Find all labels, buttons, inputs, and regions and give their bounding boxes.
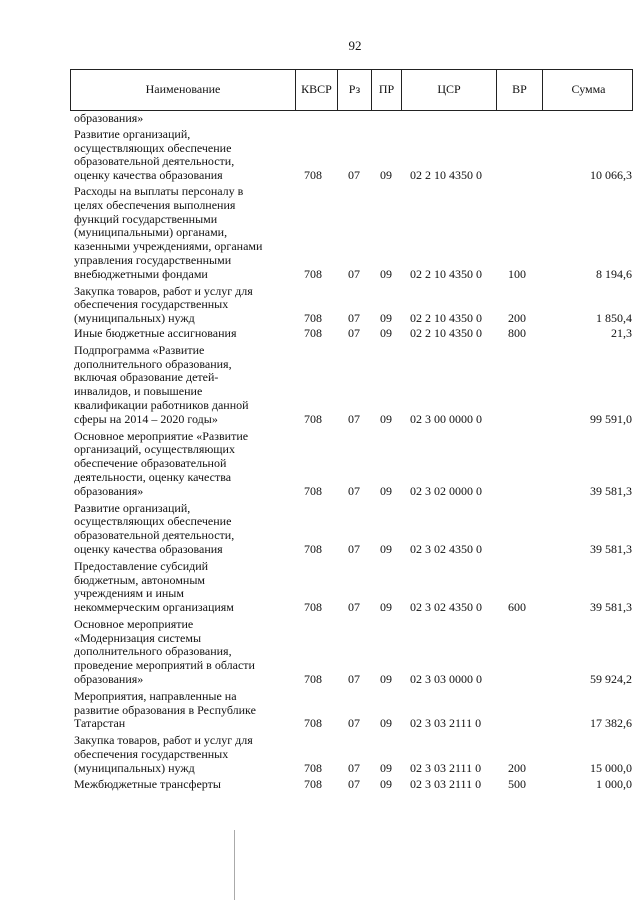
row-rz: 07 — [348, 311, 360, 326]
row-sum: 1 000,0 — [596, 776, 632, 791]
row-pr: 09 — [380, 672, 392, 687]
row-pr: 09 — [380, 716, 392, 731]
row-name-line: Иные бюджетные ассигнования — [74, 325, 237, 340]
row-codes — [74, 327, 634, 341]
row-rz: 07 — [348, 776, 360, 791]
row-rz: 07 — [348, 716, 360, 731]
row-csr: 02 2 10 4350 0 — [410, 168, 482, 183]
row-sum: 39 581,3 — [590, 483, 632, 498]
row-rz: 07 — [348, 760, 360, 775]
row-name-line: проведение мероприятий в области — [74, 658, 255, 673]
table-header — [70, 69, 633, 111]
row-name-line: Расходы на выплаты персоналу в — [74, 183, 244, 198]
header-csr: ЦСР — [437, 81, 461, 96]
table-row — [74, 344, 634, 427]
row-codes — [74, 777, 634, 791]
header-pr-cell — [372, 70, 402, 110]
row-kvsr: 708 — [304, 760, 322, 775]
row-sum: 39 581,3 — [590, 600, 632, 615]
row-codes — [74, 112, 634, 126]
row-pr: 09 — [380, 411, 392, 426]
row-pr: 09 — [380, 776, 392, 791]
row-name-line: бюджетным, автономным — [74, 572, 205, 587]
pencil-mark — [234, 830, 235, 900]
header-csr-cell — [402, 70, 497, 110]
row-name-line: инвалидов, и повышение — [74, 384, 203, 399]
row-name-line: (муниципальных) нужд — [74, 760, 195, 775]
row-name-line: Основное мероприятие — [74, 616, 194, 631]
row-kvsr: 708 — [304, 600, 322, 615]
row-name-line: некоммерческим организациям — [74, 600, 234, 615]
row-name-line: Основное мероприятие «Развитие — [74, 428, 249, 443]
row-name-line: Межбюджетные трансферты — [74, 776, 221, 791]
row-csr: 02 3 02 4350 0 — [410, 600, 482, 615]
header-pr: ПР — [378, 81, 395, 96]
row-sum: 59 924,2 — [590, 672, 632, 687]
row-name-line: Развитие организаций, — [74, 500, 191, 515]
row-name-line: организаций, осуществляющих — [74, 442, 235, 457]
row-name-line: образовательной деятельности, — [74, 154, 235, 169]
row-codes — [74, 268, 634, 282]
row-rz: 07 — [348, 672, 360, 687]
row-name-line: обеспечения государственных — [74, 747, 229, 762]
header-sum: Сумма — [571, 81, 606, 96]
row-csr: 02 2 10 4350 0 — [410, 266, 482, 281]
row-pr: 09 — [380, 541, 392, 556]
table-row — [74, 327, 634, 341]
row-pr: 09 — [380, 168, 392, 183]
row-rz: 07 — [348, 325, 360, 340]
row-vr: 800 — [508, 325, 526, 340]
row-name-line: образования» — [74, 111, 144, 125]
row-name-line: сферы на 2014 – 2020 годы» — [74, 411, 218, 426]
row-csr: 02 3 00 0000 0 — [410, 411, 482, 426]
row-name-line: Мероприятия, направленные на — [74, 688, 237, 703]
row-name-line: обеспечения государственных — [74, 297, 229, 312]
row-codes — [74, 601, 634, 615]
row-name-line: образовательной деятельности, — [74, 528, 235, 543]
row-sum: 17 382,6 — [590, 716, 632, 731]
table-row — [74, 734, 634, 775]
row-name-line: обеспечение образовательной — [74, 456, 227, 471]
row-kvsr: 708 — [304, 411, 322, 426]
row-kvsr: 708 — [304, 266, 322, 281]
row-pr: 09 — [380, 483, 392, 498]
row-vr: 100 — [508, 266, 526, 281]
row-codes — [74, 762, 634, 776]
row-name-line: целях обеспечения выполнения — [74, 197, 236, 212]
row-kvsr: 708 — [304, 541, 322, 556]
row-sum: 1 850,4 — [596, 311, 632, 326]
header-kvsr-cell — [296, 70, 338, 110]
table-row — [74, 430, 634, 499]
header-kvsr: КВСР — [301, 81, 332, 96]
table-row — [74, 778, 634, 792]
header-vr-cell — [497, 70, 543, 110]
row-kvsr: 708 — [304, 311, 322, 326]
row-kvsr: 708 — [304, 716, 322, 731]
header-name-cell — [71, 70, 296, 110]
row-sum: 21,3 — [611, 325, 632, 340]
table-row — [74, 185, 634, 282]
row-name-line: Предоставление субсидий — [74, 558, 209, 573]
row-kvsr: 708 — [304, 776, 322, 791]
row-name-line: образования» — [74, 672, 144, 687]
row-name-line: квалификации работников данной — [74, 397, 249, 412]
row-vr: 200 — [508, 311, 526, 326]
row-name-line: оценку качества образования — [74, 541, 223, 556]
table-row — [74, 502, 634, 557]
row-csr: 02 3 02 0000 0 — [410, 483, 482, 498]
row-csr: 02 2 10 4350 0 — [410, 311, 482, 326]
row-name-line: образования» — [74, 483, 144, 498]
row-kvsr: 708 — [304, 168, 322, 183]
row-vr: 600 — [508, 600, 526, 615]
table-row — [74, 690, 634, 731]
row-name-line: внебюджетными фондами — [74, 266, 208, 281]
row-csr: 02 2 10 4350 0 — [410, 325, 482, 340]
row-codes — [74, 312, 634, 326]
row-csr: 02 3 03 2111 0 — [410, 760, 482, 775]
row-pr: 09 — [380, 311, 392, 326]
row-name-line: Татарстан — [74, 716, 126, 731]
header-sum-cell — [543, 70, 634, 110]
row-rz: 07 — [348, 411, 360, 426]
row-sum: 39 581,3 — [590, 541, 632, 556]
row-name-line: деятельности, оценку качества — [74, 469, 232, 484]
row-csr: 02 3 03 2111 0 — [410, 776, 482, 791]
table-row — [74, 618, 634, 687]
row-name-line: развитие образования в Республике — [74, 702, 256, 717]
table-row — [74, 560, 634, 615]
row-codes — [74, 673, 634, 687]
row-pr: 09 — [380, 760, 392, 775]
row-sum: 10 066,3 — [590, 168, 632, 183]
row-rz: 07 — [348, 483, 360, 498]
row-name-line: функций государственными — [74, 211, 218, 226]
row-sum: 15 000,0 — [590, 760, 632, 775]
row-vr: 200 — [508, 760, 526, 775]
table-body — [74, 112, 634, 791]
header-vr: ВР — [512, 81, 527, 96]
row-name-line: «Модернизация системы — [74, 630, 202, 645]
row-rz: 07 — [348, 541, 360, 556]
row-name-line: (муниципальными) органами, — [74, 225, 228, 240]
row-name-line: казенными учреждениями, органами — [74, 239, 263, 254]
row-codes — [74, 543, 634, 557]
row-codes — [74, 169, 634, 183]
header-rz: Рз — [348, 81, 361, 96]
row-codes — [74, 485, 634, 499]
row-pr: 09 — [380, 600, 392, 615]
row-csr: 02 3 02 4350 0 — [410, 541, 482, 556]
row-name-line: дополнительного образования, — [74, 644, 232, 659]
row-sum: 8 194,6 — [596, 266, 632, 281]
row-kvsr: 708 — [304, 672, 322, 687]
row-pr: 09 — [380, 325, 392, 340]
row-sum: 99 591,0 — [590, 411, 632, 426]
row-name-line: учреждениям и иным — [74, 586, 184, 601]
row-csr: 02 3 03 2111 0 — [410, 716, 482, 731]
header-name: Наименование — [145, 81, 221, 96]
row-kvsr: 708 — [304, 325, 322, 340]
header-rz-cell — [338, 70, 372, 110]
row-rz: 07 — [348, 168, 360, 183]
row-name-line: дополнительного образования, — [74, 356, 232, 371]
row-name-line: Закупка товаров, работ и услуг для — [74, 283, 253, 298]
row-name-line: управления государственными — [74, 252, 232, 267]
row-name-line: осуществляющих обеспечение — [74, 514, 232, 529]
row-pr: 09 — [380, 266, 392, 281]
row-vr: 500 — [508, 776, 526, 791]
table-row — [74, 112, 634, 126]
row-name-line: включая образование детей- — [74, 370, 219, 385]
row-codes — [74, 717, 634, 731]
row-name-line: (муниципальных) нужд — [74, 311, 195, 326]
page-number: 92 — [348, 38, 362, 53]
row-name-line: Закупка товаров, работ и услуг для — [74, 733, 253, 748]
row-name-line: оценку качества образования — [74, 168, 223, 183]
row-rz: 07 — [348, 266, 360, 281]
row-codes — [74, 413, 634, 427]
row-kvsr: 708 — [304, 483, 322, 498]
row-name-line: Подпрограмма «Развитие — [74, 342, 205, 357]
row-rz: 07 — [348, 600, 360, 615]
row-name-line: Развитие организаций, — [74, 126, 191, 141]
row-csr: 02 3 03 0000 0 — [410, 672, 482, 687]
table-row — [74, 285, 634, 326]
row-name-line: осуществляющих обеспечение — [74, 140, 232, 155]
table-row — [74, 128, 634, 183]
